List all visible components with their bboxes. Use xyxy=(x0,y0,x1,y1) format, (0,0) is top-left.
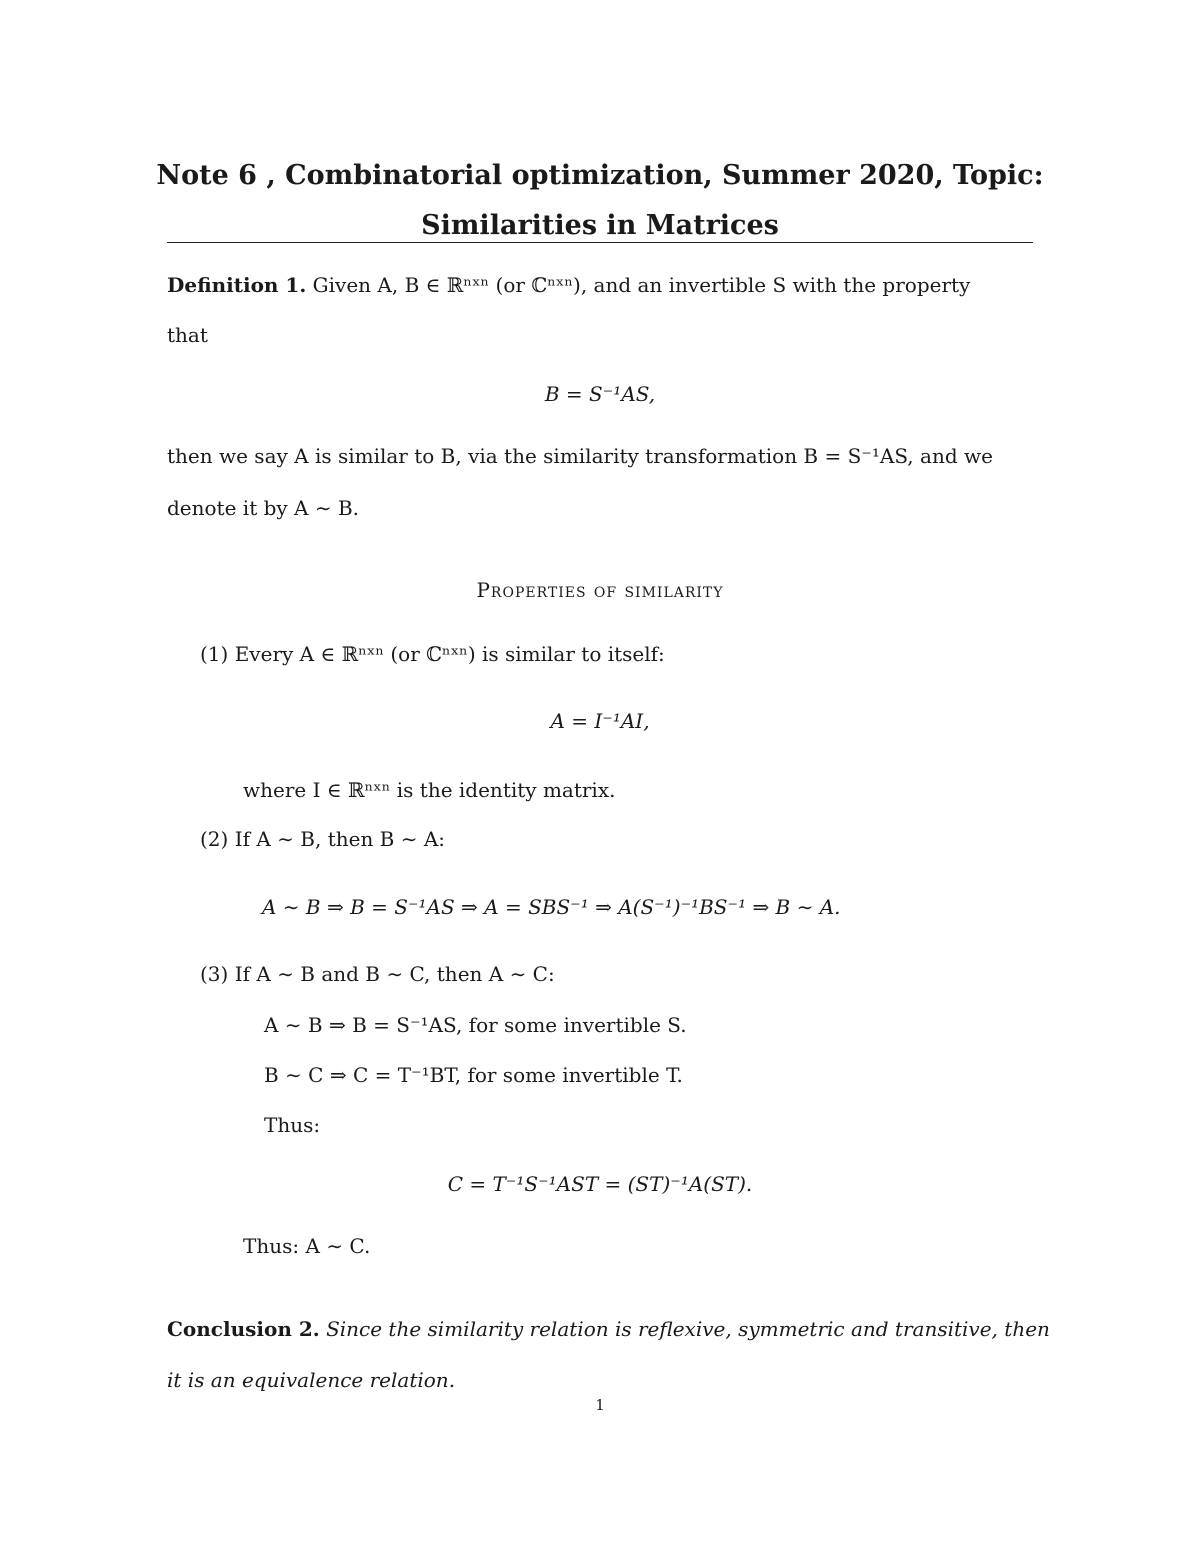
definition-line1 xyxy=(167,273,970,297)
definition-label: Definition 1. xyxy=(167,273,307,297)
property-3-statement: If A ∼ B and B ∼ C, then A ∼ C: xyxy=(234,962,555,986)
property-1-number: (1) xyxy=(200,642,229,666)
property-1-note: where I ∈ ℝⁿˣⁿ is the identity matrix. xyxy=(243,778,616,802)
property-3-number: (3) xyxy=(200,962,229,986)
title-rule xyxy=(167,242,1033,243)
property-1-statement: Every A ∈ ℝⁿˣⁿ (or ℂⁿˣⁿ) is similar to itself: xyxy=(234,642,665,666)
property-2-equation: A ∼ B ⇒ B = S⁻¹AS ⇒ A = SBS⁻¹ ⇒ A(S⁻¹)⁻¹BS⁻¹ ⇒ B ∼ A. xyxy=(262,895,841,919)
conclusion-line1 xyxy=(167,1317,1050,1341)
definition-line2: that xyxy=(167,323,208,347)
page-number: 1 xyxy=(595,1396,605,1414)
property-3-line xyxy=(200,962,555,986)
conclusion-text-1: Since the similarity relation is reflexive, symmetric and transitive, then xyxy=(326,1317,1050,1341)
definition-line3: then we say A is similar to B, via the similarity transformation B = S⁻¹AS, and we xyxy=(167,444,993,468)
property-1-equation: A = I⁻¹AI, xyxy=(550,709,650,733)
conclusion-label: Conclusion 2. xyxy=(167,1317,320,1341)
property-2-number: (2) xyxy=(200,827,229,851)
definition-text-1: Given A, B ∈ ℝⁿˣⁿ (or ℂⁿˣⁿ), and an invertible S with the property xyxy=(312,273,971,297)
property-1-line xyxy=(200,642,665,666)
property-3-equation: C = T⁻¹S⁻¹AST = (ST)⁻¹A(ST). xyxy=(447,1172,753,1196)
definition-line4: denote it by A ∼ B. xyxy=(167,496,360,520)
page-title-line2: Similarities in Matrices xyxy=(421,210,779,241)
property-3-step2: B ∼ C ⇒ C = T⁻¹BT, for some invertible T. xyxy=(264,1063,683,1087)
section-heading: Properties of similarity xyxy=(476,578,724,602)
property-3-thus2: Thus: A ∼ C. xyxy=(243,1234,371,1258)
property-2-statement: If A ∼ B, then B ∼ A: xyxy=(234,827,446,851)
property-2-line xyxy=(200,827,445,851)
property-3-step1: A ∼ B ⇒ B = S⁻¹AS, for some invertible S. xyxy=(264,1013,687,1037)
definition-equation: B = S⁻¹AS, xyxy=(544,382,656,406)
property-3-thus1: Thus: xyxy=(264,1113,321,1137)
conclusion-line2: it is an equivalence relation. xyxy=(167,1368,456,1392)
page-title-line1: Note 6 , Combinatorial optimization, Summer 2020, Topic: xyxy=(156,160,1044,191)
